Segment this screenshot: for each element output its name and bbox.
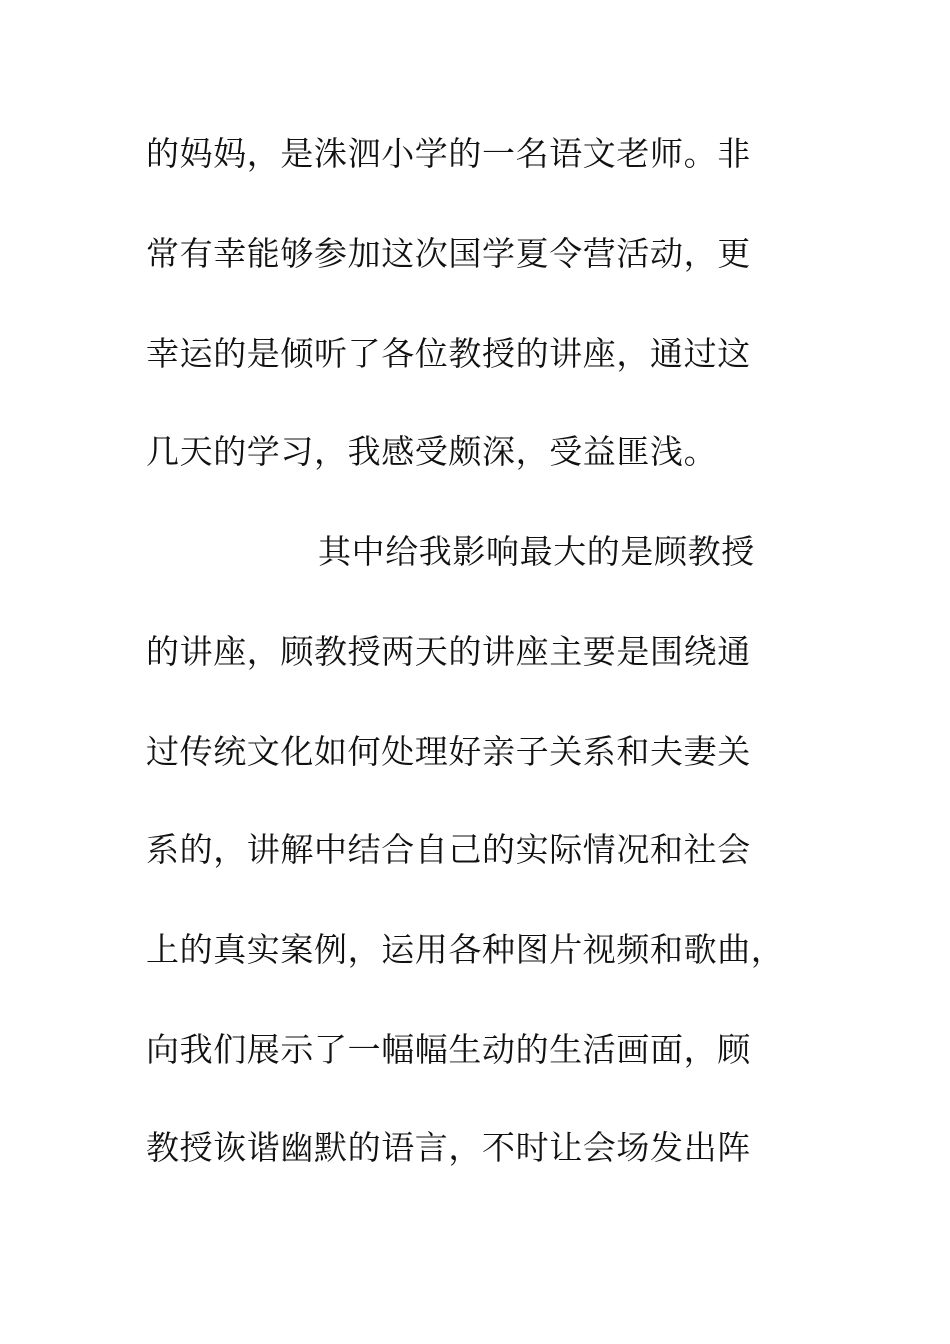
text-line: 向我们展示了一幅幅生动的生活画面，顾 (146, 1030, 751, 1069)
text-line: 常有幸能够参加这次国学夏令营活动，更 (146, 234, 751, 273)
text-line: 教授诙谐幽默的语言，不时让会场发出阵 (146, 1128, 751, 1167)
text-line: 幸运的是倾听了各位教授的讲座，通过这 (146, 334, 751, 373)
text-line: 的妈妈，是洙泗小学的一名语文老师。非 (146, 134, 751, 173)
text-line: 的讲座，顾教授两天的讲座主要是围绕通 (146, 632, 751, 671)
paragraph-start-line: 其中给我影响最大的是顾教授 (318, 532, 755, 571)
text-line: 几天的学习，我感受颇深，受益匪浅。 (146, 432, 718, 471)
text-line: 系的，讲解中结合自己的实际情况和社会 (146, 830, 751, 869)
text-line: 上的真实案例，运用各种图片视频和歌曲， (146, 930, 785, 969)
text-line: 过传统文化如何处理好亲子关系和夫妻关 (146, 732, 751, 771)
